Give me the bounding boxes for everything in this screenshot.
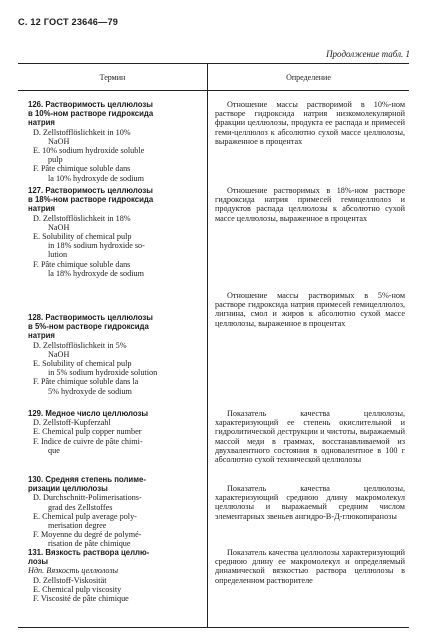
definition-entry [215, 100, 405, 146]
term-name-line: натрия [28, 331, 55, 341]
term-foreign-line: E. Chemical pulp average poly- [33, 511, 137, 521]
term-entry [28, 313, 200, 396]
term-foreign-line: F. Viscosité de pâte chimique [33, 594, 129, 604]
term-name-line: 129. Медное число целлюлозы [28, 409, 149, 418]
term-entry [28, 548, 200, 603]
term-foreign-line: la 10% hydroxyde de sodium [48, 173, 144, 183]
terms-table [18, 63, 409, 628]
term-foreign-line: E. Solubility of chemical pulp [33, 232, 132, 242]
term-foreign-line: E. Chemical pulp viscosity [33, 584, 122, 594]
term-name-line: в 18%-ном растворе гидроксида [28, 195, 154, 205]
term-foreign-line: D. Zellstofflöslichkeit in 5% [33, 340, 127, 350]
definition-column-header: Определение [286, 73, 331, 82]
term-foreign-line: grad des Zellstoffes [48, 502, 113, 512]
term-name-line: в 5%-ном растворе гидроксида [28, 322, 149, 332]
term-foreign-line: 5% hydroxyde de sodium [48, 386, 132, 396]
term-foreign-line: in 18% sodium hydroxide so- [48, 241, 145, 251]
term-foreign-line: D. Zellstofflöslichkeit in 10% [33, 127, 131, 137]
term-foreign-line: F. Pâte chimique soluble dans [33, 259, 131, 269]
term-foreign-line: lution [48, 250, 68, 260]
definition-entry [215, 291, 405, 328]
term-foreign-line: E. Chemical pulp copper number [33, 427, 142, 437]
definition-entry [215, 548, 405, 585]
term-entry [28, 475, 200, 549]
term-foreign-line: NaOH [48, 222, 70, 232]
term-foreign-line: D. Zellstoff-Viskosität [33, 575, 107, 585]
definition-text: Показатель качества целлюлозы, характеризующий ее степень окислительной и гидролитической деструкции и чистоты, выражаемый массой меди в граммах, восстанавливаемой из двухвалентного состояния в одновалентное в 100 г абсолютно сухой технической целлюлозы [215, 409, 405, 465]
term-name-line: натрия [28, 118, 55, 128]
term-entry [28, 409, 200, 455]
definition-text: Отношение растворимых в 18%-ном растворе гидроксида натрия примесей гемицеллюлоз и продуктов распада целлюлозы к абсолютно сухой массе целлюлозы, выраженное в процентах [215, 186, 405, 223]
term-foreign-line: F. Pâte chimique soluble dans [33, 164, 131, 174]
definition-text: Показатель качества целлюлозы, характеризующий среднюю длину макромолекул целлюлозы и выражаемый средним числом элементарных звеньев ангидро-В-Д-глюкопиранозы [215, 484, 405, 521]
term-foreign-line: F. Moyenne du degré de polymé- [33, 530, 142, 540]
term-name-line: 131. Вязкость раствора целлю- [28, 548, 150, 557]
term-name-line: 130. Средняя степень полиме- [28, 475, 146, 484]
term-entry [28, 100, 200, 183]
term-foreign-line: risation de pâte chimique [48, 539, 131, 549]
definition-entry [215, 409, 405, 464]
term-foreign-line: merisation degree [48, 521, 107, 531]
definition-text: Отношение массы растворимой в 10%-ном растворе гидроксида натрия низкомолекулярной фракции целлюлозы, продукта ее распада и примесей геми-целлюлоз к абсолютно сухой массе целлюлозы, выраженное в процентах [215, 100, 405, 146]
term-foreign-line: F. Pâte chimique soluble dans la [33, 377, 139, 387]
term-foreign-line: E. Solubility of chemical pulp [33, 359, 132, 369]
term-column-header: Термин [99, 73, 126, 82]
term-foreign-line: que [48, 445, 60, 455]
page-header: С. 12 ГОСТ 23646—79 [18, 17, 119, 27]
term-foreign-line: D. Durchschnitt-Polimerisations- [33, 493, 142, 503]
term-entry [28, 186, 200, 278]
term-name-line: в 10%-ном растворе гидроксида [28, 109, 154, 119]
term-name-line: 126. Растворимость целлюлозы [28, 100, 153, 109]
definition-entry [215, 484, 405, 521]
term-foreign-line: D. Zellstofflöslichkeit in 18% [33, 213, 131, 223]
term-name-line: 127. Растворимость целлюлозы [28, 186, 153, 195]
definition-entry [215, 186, 405, 223]
term-foreign-line: pulp [48, 155, 63, 165]
term-foreign-line: in 5% sodium hydroxide solution [48, 368, 158, 378]
table-continuation: Продолжение табл. 1 [326, 49, 410, 59]
term-foreign-line: D. Zellstoff-Kupferzahl [33, 418, 111, 428]
term-foreign-line: NaOH [48, 349, 70, 359]
header-separator [18, 90, 409, 91]
term-name-line: 128. Растворимость целлюлозы [28, 313, 153, 322]
term-name-line: ризации целлюлозы [28, 484, 108, 494]
term-foreign-line: NaOH [48, 136, 70, 146]
definition-text: Показатель качества целлюлозы характеризующий среднюю длину ее макромолекул и определяемый динамической вязкостью раствора целлюлозы в определенном растворителе [215, 548, 405, 585]
term-foreign-line: F. Indice de cuivre de pâte chimi- [33, 436, 143, 446]
term-foreign-line: E. 10% sodium hydroxide soluble [33, 146, 145, 156]
term-foreign-line: la 18% hydroxyde de sodium [48, 268, 144, 278]
term-name-line: лозы [28, 557, 49, 567]
term-deprecated-note: Ндп. Вязкость целлюлозы [28, 566, 119, 576]
term-name-line: натрия [28, 204, 55, 214]
column-divider [207, 64, 208, 627]
definition-text: Отношение массы растворимых в 5%-ном растворе гидроксида натрия примесей гемицеллюлоз, лигнина, смол и жиров к абсолютно сухой массе целлюлозы, выраженное в процентах [215, 291, 405, 328]
